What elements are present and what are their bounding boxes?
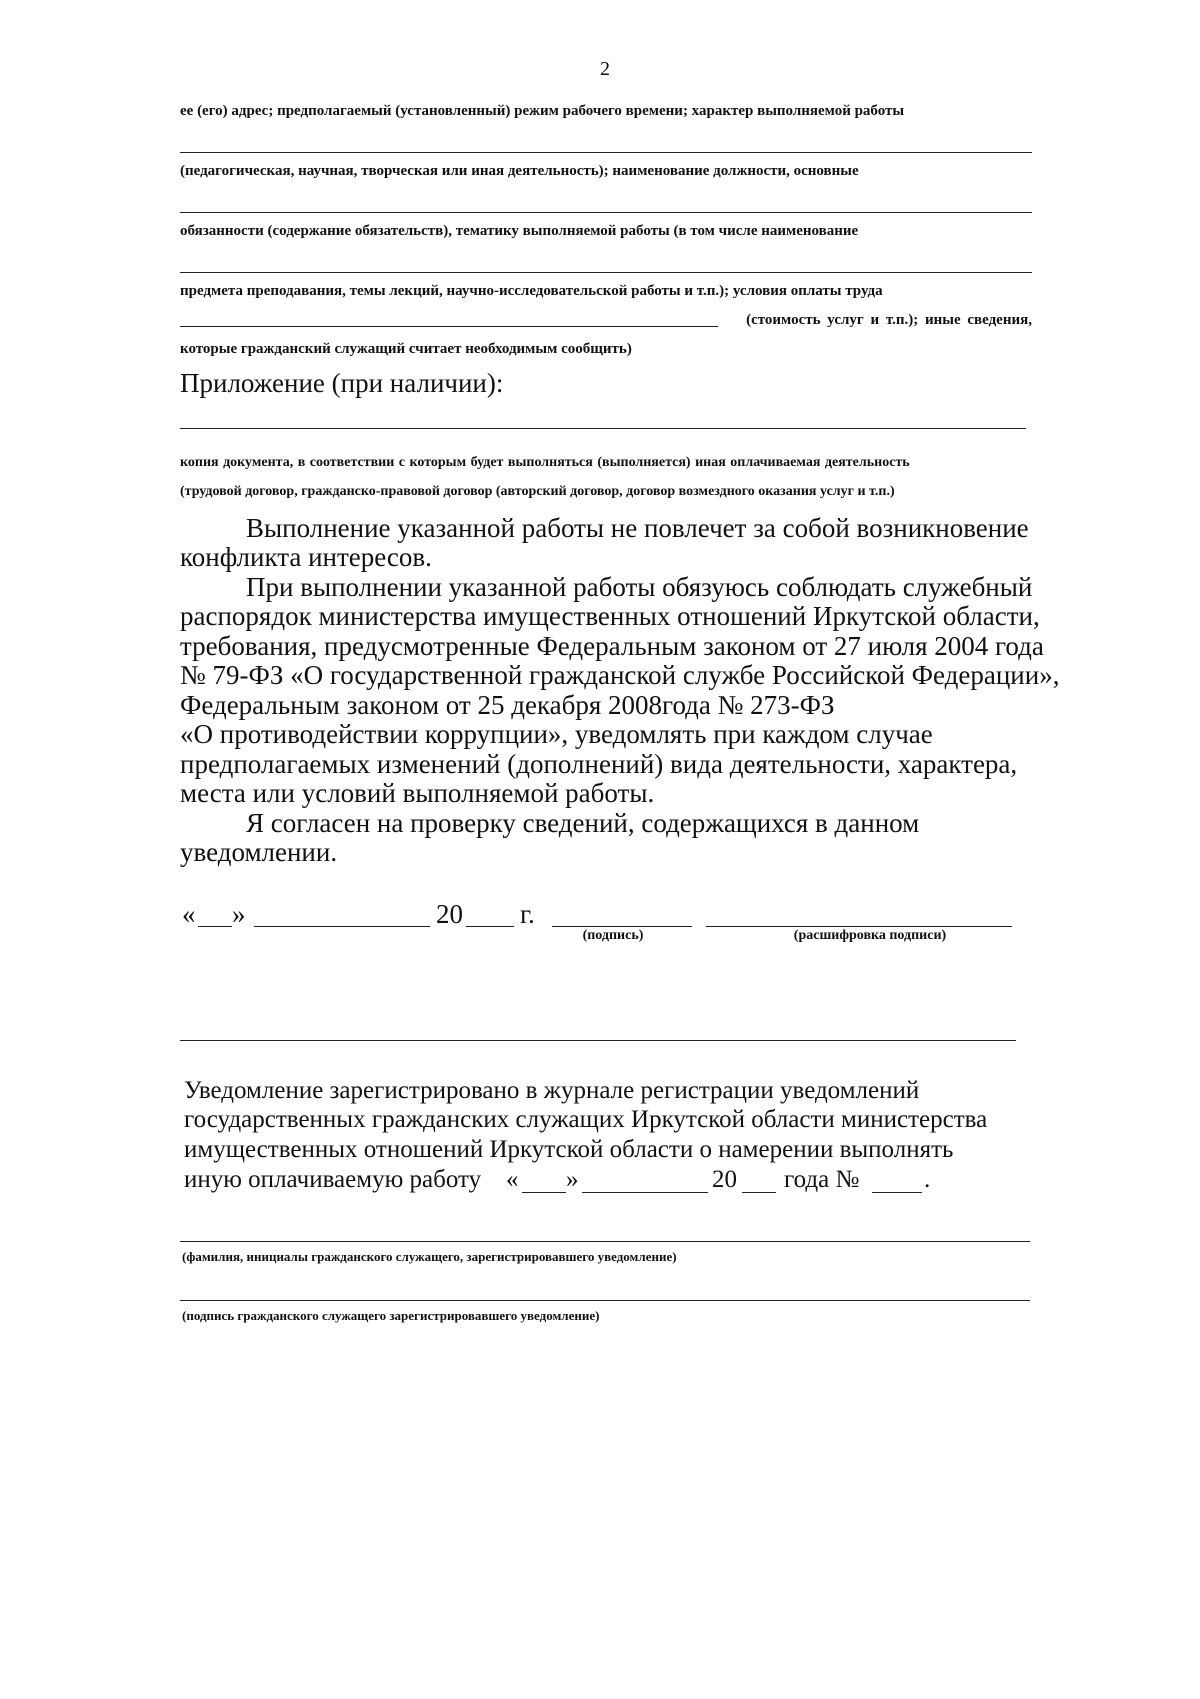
registration-line-2: государственных гражданских служащих Иркутской области министерства (184, 1106, 988, 1133)
sig-year-field[interactable] (466, 926, 514, 927)
body-line-8: «О противодействии коррупции», уведомлять при каждом случае (180, 719, 933, 749)
registrar-sign-field[interactable] (180, 1300, 1030, 1301)
body-line-3: При выполнении указанной работы обязуюсь соблюдать служебный (246, 572, 1033, 602)
registration-close-quote: » (566, 1166, 579, 1193)
body-line-6: № 79-ФЗ «О государственной гражданской службе Российской Федерации», (180, 660, 1060, 690)
body-line-12: уведомлении. (180, 837, 338, 867)
registration-year-word: года № (784, 1166, 860, 1193)
registration-line-3: имущественных отношений Иркутской области о намерении выполнять (184, 1136, 954, 1163)
form-line-3: обязанности (содержание обязательств), тематику выполняемой работы (в том числе наименование (180, 223, 859, 239)
registrar-sign-caption: (подпись гражданского служащего зарегистрировавшего уведомление) (182, 1308, 600, 1323)
form-underline-2 (180, 212, 1032, 213)
registration-month-field[interactable] (582, 1192, 708, 1193)
body-line-10: места или условий выполняемой работы. (180, 778, 655, 808)
registration-day-field[interactable] (522, 1192, 566, 1193)
registration-line-1: Уведомление зарегистрировано в журнале регистрации уведомлений (184, 1077, 920, 1104)
form-line-1: ее (его) адрес; предполагаемый (установленный) режим рабочего времени; характер выполняемой работы (180, 103, 905, 119)
form-underline-3 (180, 272, 1032, 273)
registration-number-field[interactable] (872, 1192, 922, 1193)
body-line-4: распорядок министерства имущественных отношений Иркутской области, (180, 601, 1040, 631)
body-line-9: предполагаемых изменений (дополнений) вида деятельности, характера, (180, 749, 1018, 779)
registration-line-4-text: иную оплачиваемую работу (184, 1166, 482, 1193)
sig-day-field[interactable] (198, 926, 232, 927)
form-line-4: предмета преподавания, темы лекций, научно-исследовательской работы и т.п.); условия оплаты труда (180, 283, 883, 299)
registration-year-field[interactable] (742, 1192, 776, 1193)
form-line-2: (педагогическая, научная, творческая или иная деятельность); наименование должности, основные (180, 163, 859, 179)
form-line-5: (стоимость услуг и т.п.); иные сведения, (746, 312, 1032, 328)
sig-decode-field[interactable] (706, 926, 1012, 927)
sig-signature-caption: (подпись) (582, 928, 644, 943)
form-line-6: которые гражданский служащий считает необходимым сообщить) (180, 341, 632, 357)
sig-year-prefix: 20 (436, 899, 463, 929)
sig-open-quote: « (182, 899, 196, 929)
registration-open-quote: « (506, 1166, 519, 1193)
sig-close-quote: » (232, 899, 246, 929)
attachment-underline (180, 428, 1026, 429)
registrar-name-field[interactable] (180, 1241, 1030, 1242)
attachment-heading: Приложение (при наличии): (180, 368, 504, 398)
sig-year-suffix: г. (520, 899, 535, 929)
registration-year-prefix: 20 (712, 1166, 737, 1193)
attachment-note-2: (трудовой договор, гражданско-правовой договор (авторский договор, договор возмездного оказания услуг и т.п.) (180, 484, 895, 499)
sig-signature-field[interactable] (552, 926, 692, 927)
body-line-2: конфликта интересов. (180, 542, 432, 572)
body-line-1: Выполнение указанной работы не повлечет за собой возникновение (246, 513, 1029, 543)
separator-line (180, 1040, 1016, 1041)
registrar-name-caption: (фамилия, инициалы гражданского служащего, зарегистрировавшего уведомление) (182, 1249, 677, 1264)
body-line-11: Я согласен на проверку сведений, содержащихся в данном (246, 808, 920, 838)
body-line-5: требования, предусмотренные Федеральным законом от 27 июля 2004 года (180, 631, 1044, 661)
registration-end: . (924, 1166, 931, 1193)
form-underline-1 (180, 152, 1032, 153)
form-underline-4 (180, 326, 718, 327)
sig-decode-caption: (расшифровка подписи) (793, 928, 947, 943)
page-number: 2 (600, 58, 610, 80)
sig-month-field[interactable] (254, 926, 430, 927)
attachment-note-1: копия документа, в соответствии с которым будет выполняться (выполняется) иная оплачиваемая деятельность (180, 455, 910, 470)
body-line-7: Федеральным законом от 25 декабря 2008года № 273-ФЗ (180, 690, 835, 720)
